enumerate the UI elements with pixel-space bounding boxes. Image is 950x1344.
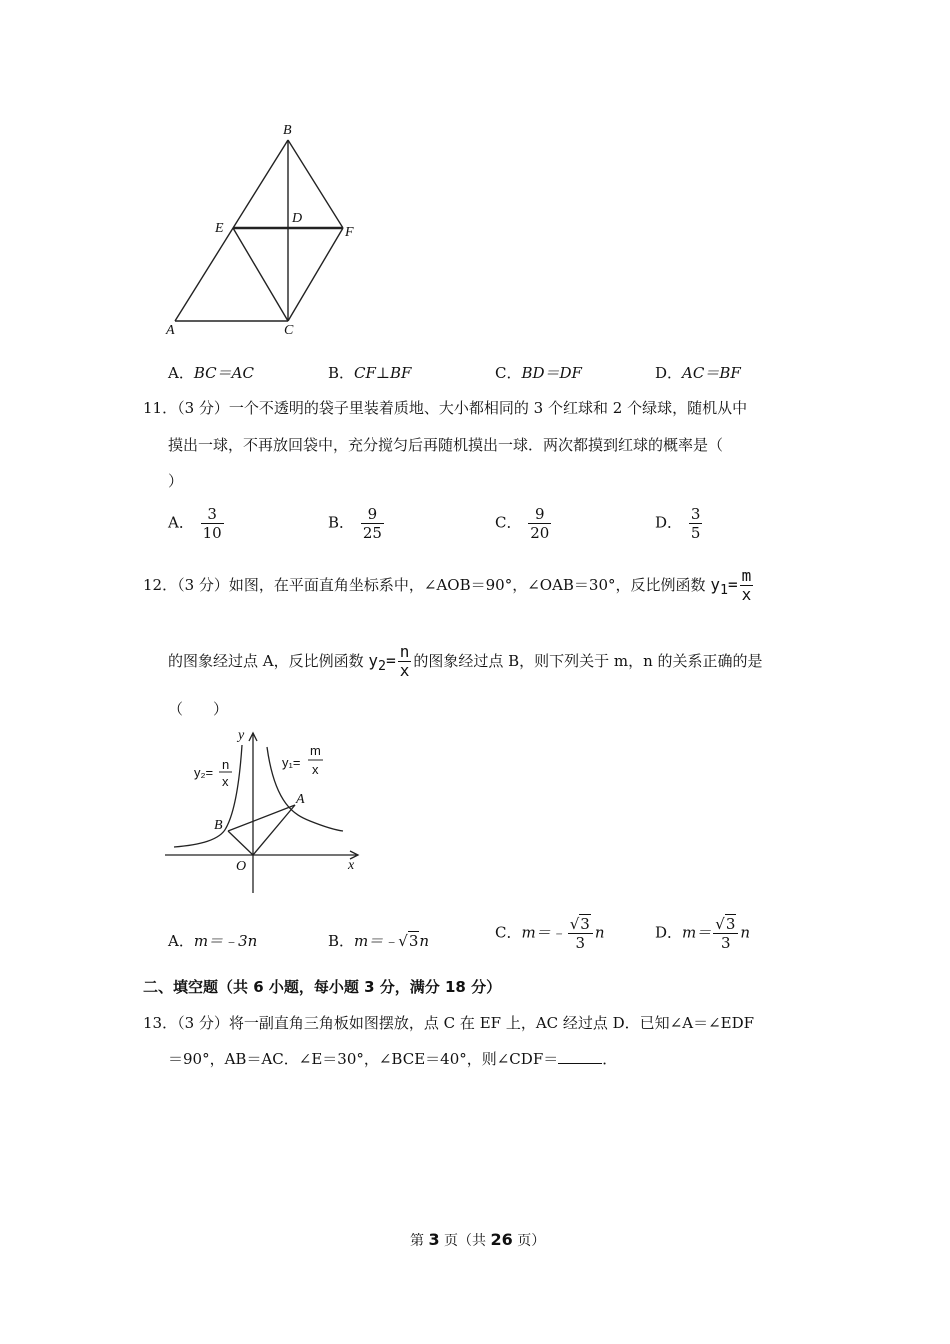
- radicand: 3: [408, 932, 419, 950]
- denominator: 3: [713, 933, 738, 952]
- fraction: [740, 567, 754, 604]
- question-text: ＝90°，AB＝AC．∠E＝30°，∠BCE＝40°，则∠CDF＝: [168, 1050, 559, 1068]
- numerator: m: [741, 566, 752, 585]
- q12-line-1: [143, 567, 755, 604]
- option-pre: m＝﹣: [354, 932, 399, 950]
- fraction: [201, 505, 224, 542]
- question-text: 将一副直角三角板如图摆放，点 C 在 EF 上，AC 经过点 D．已知∠A＝∠EDF: [228, 1014, 755, 1032]
- option-text: CF⊥BF: [354, 364, 412, 382]
- denominator: 5: [690, 524, 701, 542]
- q10-option-a[interactable]: [168, 362, 254, 383]
- q13-line-1: [143, 1012, 754, 1033]
- question-text-end: ．: [602, 1050, 618, 1068]
- fraction: [568, 915, 593, 952]
- q12-line-3: [168, 698, 228, 719]
- q12-option-b[interactable]: [328, 930, 429, 951]
- q11-option-a[interactable]: [168, 505, 226, 542]
- fraction: [713, 915, 738, 952]
- y1-denominator: x: [312, 762, 319, 777]
- question-text: 的图象经过点 B，则下列关于 m，n 的关系正确的是: [413, 652, 763, 670]
- denominator: 25: [362, 524, 382, 542]
- question-text: （ ）: [168, 700, 229, 718]
- question-12-figure: [160, 725, 370, 900]
- question-10-figure: [160, 118, 370, 343]
- question-text: 一个不透明的袋子里装着质地、大小都相同的 3 个红球和 2 个绿球，随机从中: [228, 399, 748, 417]
- function-y1: [710, 566, 755, 604]
- option-text: BC＝AC: [193, 364, 254, 382]
- option-letter: C．: [495, 364, 522, 382]
- question-score: （3 分）: [177, 1014, 229, 1032]
- q11-line-1: [143, 397, 747, 418]
- q12-option-a[interactable]: [168, 930, 257, 951]
- q10-option-d[interactable]: [655, 362, 741, 383]
- numerator: 3: [690, 505, 701, 523]
- question-score: （3 分）: [177, 399, 229, 417]
- q10-option-b[interactable]: [328, 362, 411, 383]
- var-y: y: [368, 651, 379, 670]
- option-post: n: [419, 932, 430, 950]
- option-letter: B．: [328, 513, 355, 532]
- option-letter: B．: [328, 932, 355, 950]
- axis-label-y: y: [238, 728, 245, 743]
- page-footer: [410, 1230, 545, 1250]
- option-letter: D．: [655, 923, 683, 942]
- y1-label: y₁=: [282, 755, 301, 770]
- equals: =: [727, 575, 738, 594]
- footer-post: 页）: [512, 1233, 546, 1249]
- radicand: 3: [580, 915, 590, 933]
- option-letter: A．: [168, 364, 194, 382]
- question-score: （3 分）: [177, 576, 229, 594]
- answer-blank[interactable]: [558, 1049, 602, 1064]
- q11-line-2: [168, 434, 723, 455]
- footer-mid: 页（共: [439, 1233, 491, 1249]
- denominator: 20: [530, 524, 550, 542]
- point-label-a: A: [296, 792, 305, 807]
- question-text: 的图象经过点 A，反比例函数: [168, 652, 364, 670]
- footer-pre: 第: [410, 1233, 429, 1249]
- point-label-e: E: [215, 221, 224, 236]
- subscript: 1: [719, 583, 728, 599]
- subscript: 2: [378, 659, 387, 675]
- q11-option-b[interactable]: [328, 505, 386, 542]
- y2-numerator: n: [222, 757, 230, 772]
- option-letter: D．: [655, 513, 683, 532]
- question-number: 13．: [143, 1014, 178, 1032]
- question-number: 12．: [143, 576, 178, 594]
- q11-line-3: [168, 470, 183, 491]
- question-text: ）: [168, 472, 184, 490]
- option-pre: m＝: [682, 923, 712, 942]
- option-letter: D．: [655, 364, 683, 382]
- point-label-c: C: [284, 323, 294, 338]
- point-label-a: A: [166, 323, 175, 338]
- denominator: x: [741, 585, 752, 604]
- q12-option-c[interactable]: [495, 915, 605, 952]
- point-label-d: D: [292, 211, 303, 226]
- option-post: n: [740, 923, 751, 942]
- option-letter: A．: [168, 513, 194, 532]
- point-label-b: B: [283, 123, 292, 138]
- q10-option-c[interactable]: [495, 362, 582, 383]
- numerator: √3: [569, 915, 590, 933]
- point-label-b: B: [214, 818, 223, 833]
- function-y2: [368, 642, 413, 680]
- option-text: BD＝DF: [521, 364, 582, 382]
- fraction: [528, 505, 551, 542]
- q12-line-2: [168, 643, 763, 680]
- section-heading-fill-in: 二、填空题（共 6 小题，每小题 3 分，满分 18 分）: [143, 978, 502, 996]
- question-text: 摸出一球，不再放回袋中，充分搅匀后再随机摸出一球．两次都摸到红球的概率是（: [168, 436, 724, 454]
- option-pre: m＝﹣: [521, 923, 566, 942]
- page-number: 3: [428, 1230, 440, 1249]
- numerator: n: [399, 642, 410, 661]
- q12-option-d[interactable]: [655, 915, 750, 952]
- denominator: 10: [202, 524, 222, 542]
- var-y: y: [710, 575, 720, 594]
- fraction: [398, 643, 412, 680]
- q11-option-d[interactable]: [655, 505, 704, 542]
- origin-label: O: [236, 859, 247, 874]
- option-letter: C．: [495, 513, 522, 532]
- option-letter: B．: [328, 364, 355, 382]
- radicand: 3: [725, 915, 736, 933]
- equals: =: [386, 651, 396, 670]
- denominator: 3: [568, 933, 593, 952]
- numerator: √3: [715, 915, 736, 933]
- q13-line-2: [168, 1048, 617, 1069]
- option-letter: A．: [168, 932, 194, 950]
- denominator: x: [399, 661, 410, 680]
- y2-label: y₂=: [194, 765, 214, 780]
- y2-denominator: x: [222, 774, 229, 789]
- fraction: [361, 505, 384, 542]
- question-text: 如图，在平面直角坐标系中，∠AOB＝90°，∠OAB＝30°，反比例函数: [228, 576, 706, 594]
- y1-numerator: m: [310, 743, 321, 758]
- numerator: 9: [535, 505, 545, 523]
- page-total: 26: [490, 1230, 513, 1249]
- fraction: [689, 505, 703, 542]
- option-post: n: [594, 923, 605, 942]
- numerator: 9: [367, 505, 378, 523]
- sqrt-sign: √: [398, 932, 408, 950]
- axis-label-x: x: [348, 858, 355, 873]
- option-text: AC＝BF: [682, 364, 741, 382]
- option-text: m＝﹣3n: [193, 932, 258, 950]
- question-number: 11．: [143, 399, 178, 417]
- point-label-f: F: [345, 225, 354, 240]
- option-letter: C．: [495, 923, 522, 942]
- numerator: 3: [207, 505, 217, 523]
- q11-option-c[interactable]: [495, 505, 553, 542]
